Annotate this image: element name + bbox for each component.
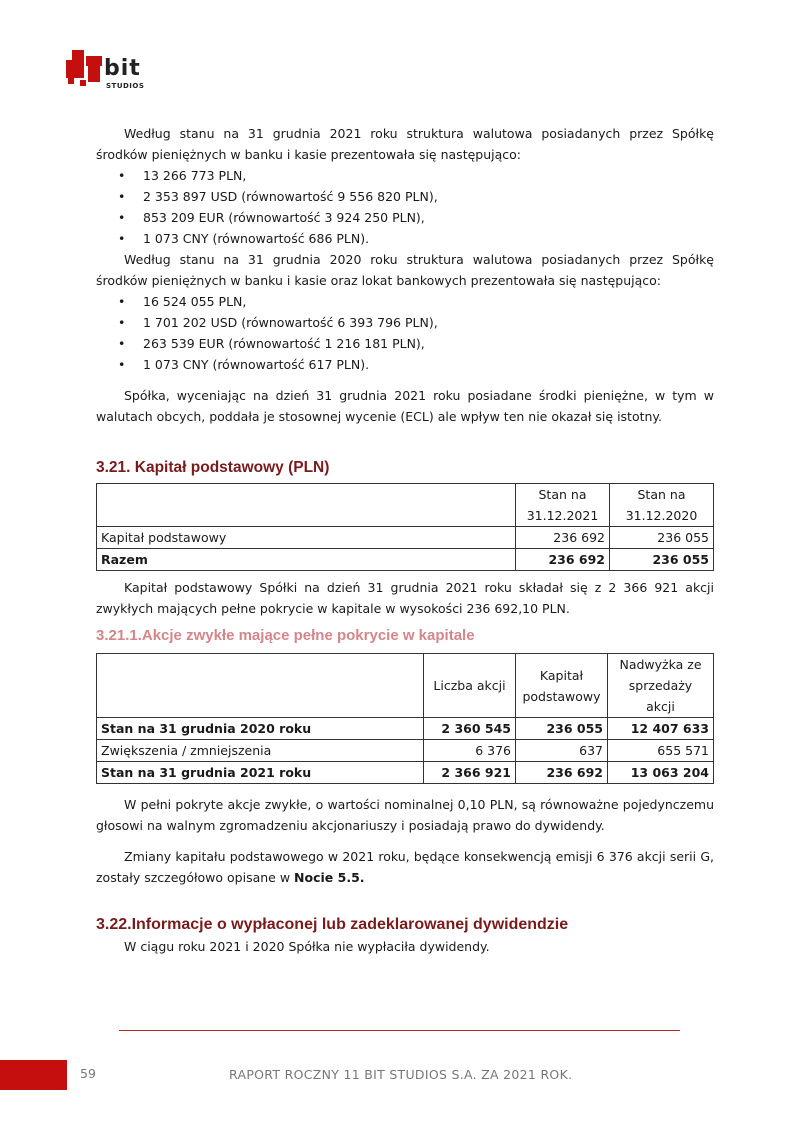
footer-divider <box>119 1030 680 1031</box>
share-capital-paragraph: Kapitał podstawowy Spółki na dzień 31 grudnia 2021 roku składał się z 2 366 921 akcji zwykłych mających pełne pokrycie w kapitale w wysokości 236 692,10 PLN. <box>96 580 714 616</box>
list-item: • 1 073 CNY (równowartość 686 PLN). <box>143 228 714 249</box>
ordinary-shares-table <box>96 653 714 784</box>
value-shares: 6 376 <box>424 740 516 762</box>
row-label: Stan na 31 grudnia 2021 roku <box>97 762 424 784</box>
ecl-paragraph: Spółka, wyceniając na dzień 31 grudnia 2021 roku posiadane środki pieniężne, w tym w walutach obcych, poddała je stosownej wycenie (ECL) ale wpływ ten nie okazał się istotny. <box>96 388 714 424</box>
col-header-surplus-line2: sprzedaży <box>628 678 693 693</box>
col-header-2020-line2: 31.12.2020 <box>625 508 698 523</box>
col-header-2021-line2: 31.12.2021 <box>526 508 599 523</box>
value-surplus: 13 063 204 <box>608 762 714 784</box>
value-surplus: 12 407 633 <box>608 718 714 740</box>
note-reference: Nocie 5.5. <box>294 870 365 885</box>
table-row <box>97 762 714 784</box>
table-row <box>97 718 714 740</box>
logo-wordmark: bit <box>104 56 141 81</box>
value-2020: 236 055 <box>610 549 714 571</box>
list-item: • 16 524 055 PLN, <box>143 291 714 312</box>
col-header-2021-line1: Stan na <box>538 487 587 502</box>
cash-2021-list <box>96 165 714 249</box>
page-number: 59 <box>80 1066 96 1081</box>
value-2020: 236 055 <box>610 527 714 549</box>
section-3-21-1-heading: 3.21.1.Akcje zwykłe mające pełne pokrycie w kapitale <box>96 627 475 644</box>
value-capital: 236 692 <box>516 762 608 784</box>
value-surplus: 655 571 <box>608 740 714 762</box>
value-2021: 236 692 <box>516 549 610 571</box>
row-label: Razem <box>97 549 516 571</box>
row-label: Kapitał podstawowy <box>97 527 516 549</box>
col-header-2020-line1: Stan na <box>637 487 686 502</box>
value-capital: 236 055 <box>516 718 608 740</box>
col-header-surplus-line1: Nadwyżka ze <box>619 657 702 672</box>
list-item: • 2 353 897 USD (równowartość 9 556 820 PLN), <box>143 186 714 207</box>
value-capital: 637 <box>516 740 608 762</box>
row-label: Stan na 31 grudnia 2020 roku <box>97 718 424 740</box>
list-item: • 853 209 EUR (równowartość 3 924 250 PLN), <box>143 207 714 228</box>
capital-changes-paragraph <box>96 846 714 888</box>
cash-2020-paragraph: Według stanu na 31 grudnia 2020 roku struktura walutowa posiadanych przez Spółkę środków pieniężnych w banku i kasie oraz lokat bankowych prezentowała się następująco: <box>96 252 714 288</box>
table-row <box>97 740 714 762</box>
cash-2021-paragraph: Według stanu na 31 grudnia 2021 roku struktura walutowa posiadanych przez Spółkę środków pieniężnych w banku i kasie prezentowała się następująco: <box>96 126 714 162</box>
col-header-capital-line2: podstawowy <box>522 688 601 704</box>
cash-2020-list <box>96 291 714 375</box>
value-shares: 2 366 921 <box>424 762 516 784</box>
value-shares: 2 360 545 <box>424 718 516 740</box>
document-body <box>96 123 714 957</box>
col-header-shares: Liczba akcji <box>424 654 516 718</box>
list-item: • 263 539 EUR (równowartość 1 216 181 PLN), <box>143 333 714 354</box>
logo-subtext: STUDIOS <box>106 82 145 90</box>
footer-accent-block <box>0 1060 67 1090</box>
table-row-total <box>97 549 714 571</box>
col-header-capital-line1: Kapitał <box>539 667 584 683</box>
section-3-21-heading: 3.21. Kapitał podstawowy (PLN) <box>96 459 330 476</box>
share-capital-table <box>96 483 714 571</box>
row-label: Zwiększenia / zmniejszenia <box>97 740 424 762</box>
list-item: • 1 073 CNY (równowartość 617 PLN). <box>143 354 714 375</box>
col-header-surplus-line3: akcji <box>646 699 675 714</box>
table-row <box>97 527 714 549</box>
list-item: • 13 266 773 PLN, <box>143 165 714 186</box>
capital-changes-text: Zmiany kapitału podstawowego w 2021 roku, będące konsekwencją emisji 6 376 akcji serii G, zostały szczegółowo opisane w <box>96 849 714 885</box>
votes-paragraph: W pełni pokryte akcje zwykłe, o wartości nominalnej 0,10 PLN, są równoważne pojedynczemu głosowi na walnym zgromadzeniu akcjonariuszy i posiadają prawo do dywidendy. <box>96 797 714 833</box>
list-item: • 1 701 202 USD (równowartość 6 393 796 PLN), <box>143 312 714 333</box>
section-3-22-heading: 3.22.Informacje o wypłaconej lub zadeklarowanej dywidendzie <box>96 916 569 933</box>
footer-title: RAPORT ROCZNY 11 BIT STUDIOS S.A. ZA 2021 ROK. <box>229 1067 573 1082</box>
value-2021: 236 692 <box>516 527 610 549</box>
dividend-paragraph: W ciągu roku 2021 i 2020 Spółka nie wypłaciła dywidendy. <box>124 939 490 954</box>
